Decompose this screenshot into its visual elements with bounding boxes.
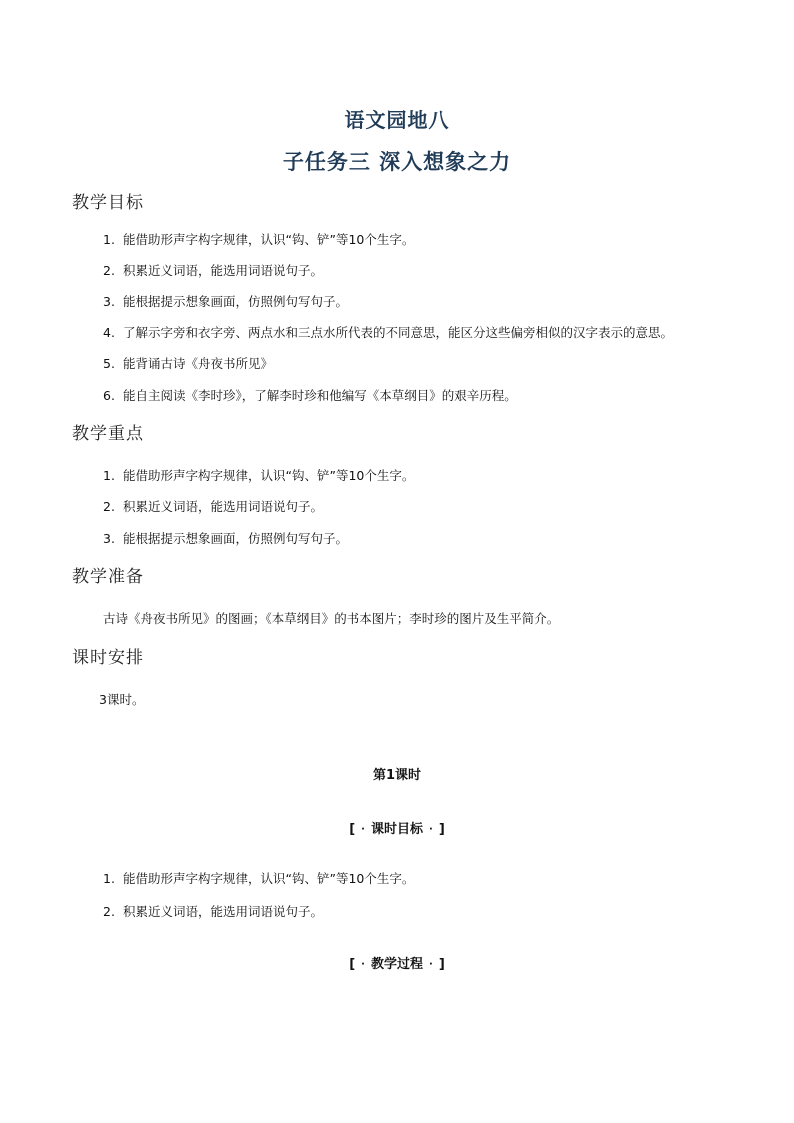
list-item-text: 能背诵古诗《舟夜书所见》 — [123, 356, 274, 371]
list-item-number: 1. — [103, 468, 115, 483]
list-item-number: 2. — [103, 904, 115, 919]
bullet-dot-icon: · — [361, 824, 365, 835]
lesson-title: 第1课时 — [372, 768, 422, 783]
lesson-goal-heading — [0, 818, 794, 837]
list-item-text: 能根据提示想象画面，仿照例句写句子。 — [123, 294, 349, 309]
list-item-number: 3. — [103, 294, 115, 309]
list-item — [103, 261, 323, 279]
list-item — [103, 902, 323, 920]
section-heading-preparation: 教学准备 — [72, 567, 144, 587]
lesson-goal-label: 课时目标 — [370, 822, 423, 837]
list-item-text: 积累近义词语，能选用词语说句子。 — [123, 499, 324, 514]
list-item — [103, 230, 414, 248]
right-bracket-glyph: ] — [438, 822, 445, 837]
lesson-process-heading — [0, 953, 794, 972]
list-item-text: 能借助形声字构字规律，认识“钩、铲”等10个生字。 — [123, 468, 415, 483]
list-item-number: 1. — [103, 232, 115, 247]
list-item-text: 能根据提示想象画面，仿照例句写句子。 — [123, 531, 349, 546]
list-item — [103, 529, 348, 547]
preparation-text: 古诗《舟夜书所见》的图画；《本草纲目》的书本图片；李时珍的图片及生平简介。 — [103, 611, 560, 626]
list-item — [103, 466, 414, 484]
bullet-dot-icon: · — [361, 959, 365, 970]
section-heading-schedule: 课时安排 — [72, 648, 144, 668]
lesson-process-label: 教学过程 — [370, 957, 423, 972]
list-item-text: 能借助形声字构字规律，认识“钩、铲”等10个生字。 — [123, 232, 415, 247]
section-heading-key-points: 教学重点 — [72, 424, 144, 444]
list-item-text: 能借助形声字构字规律，认识“钩、铲”等10个生字。 — [123, 871, 415, 886]
list-item-number: 6. — [103, 388, 115, 403]
schedule-text: 3课时。 — [99, 692, 145, 707]
list-item-number: 1. — [103, 871, 115, 886]
list-item — [103, 869, 414, 887]
bullet-dot-icon: · — [429, 824, 433, 835]
list-item-text: 积累近义词语，能选用词语说句子。 — [123, 263, 324, 278]
list-item — [103, 354, 273, 372]
list-item-number: 2. — [103, 263, 115, 278]
list-item-text: 能自主阅读《李时珍》，了解李时珍和他编写《本草纲目》的艰辛历程。 — [123, 388, 517, 403]
left-bracket-glyph: [ — [349, 957, 356, 972]
list-item-text: 积累近义词语，能选用词语说句子。 — [123, 904, 324, 919]
list-item-number: 2. — [103, 499, 115, 514]
list-item — [103, 292, 348, 310]
list-item-number: 4. — [103, 325, 115, 340]
list-item-text: 了解示字旁和衣字旁、两点水和三点水所代表的不同意思，能区分这些偏旁相似的汉字表示的意思。 — [123, 325, 674, 340]
left-bracket-glyph: [ — [349, 822, 356, 837]
page-title: 语文园地八 — [344, 108, 450, 132]
list-item-number: 3. — [103, 531, 115, 546]
list-item — [103, 386, 517, 404]
section-heading-goals: 教学目标 — [72, 193, 144, 213]
page-subtitle: 子任务三 深入想象之力 — [282, 150, 512, 174]
bullet-dot-icon: · — [429, 959, 433, 970]
list-item — [103, 497, 323, 515]
list-item-number: 5. — [103, 356, 115, 371]
right-bracket-glyph: ] — [438, 957, 445, 972]
list-item — [103, 323, 673, 341]
